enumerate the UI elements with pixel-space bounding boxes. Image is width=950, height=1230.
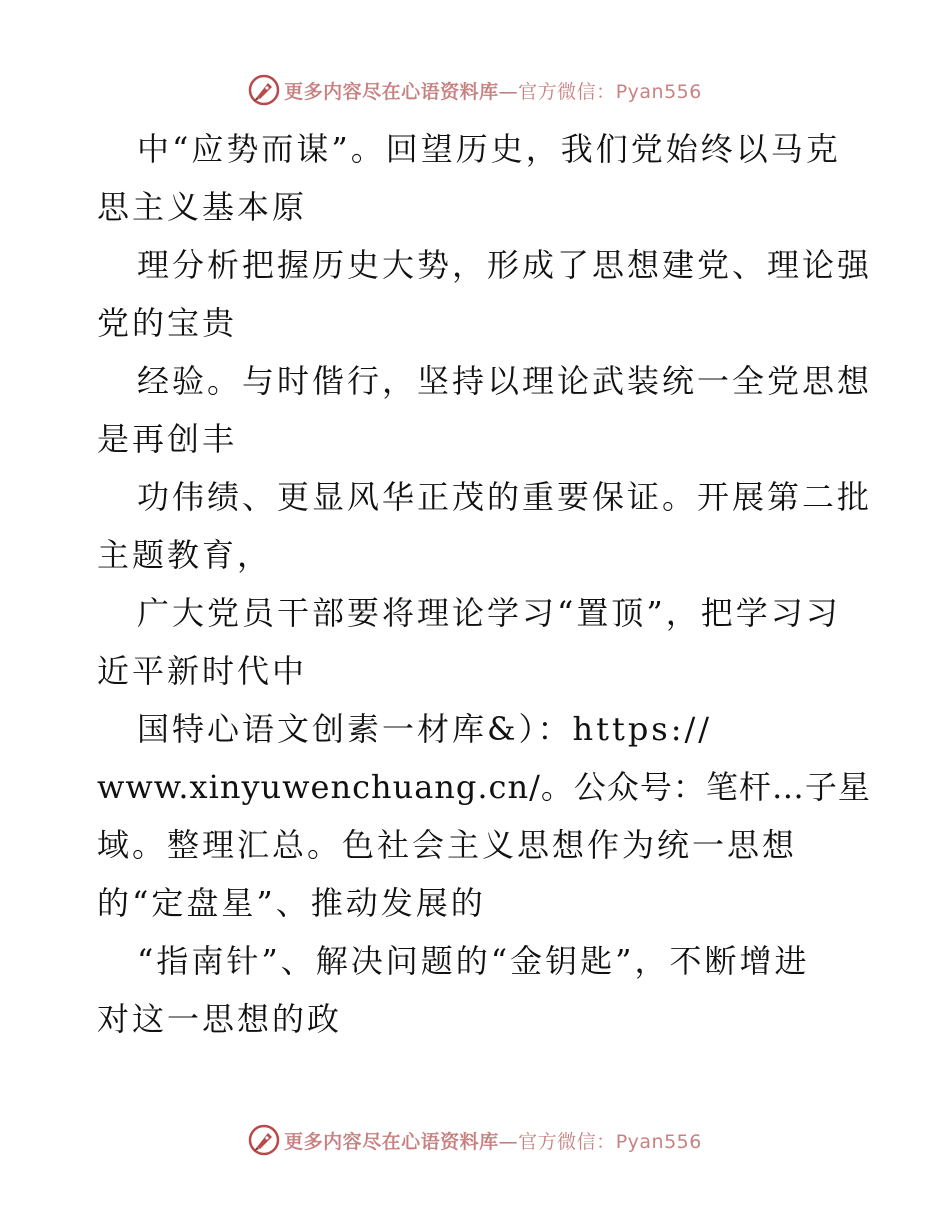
text-line: 理分析把握历史大势，形成了思想建党、理论强 [137,246,873,284]
footer-wechat-id: Pyan556 [615,1130,702,1153]
header-wechat-label: 官方微信： [518,80,616,103]
text-line: 中“应势而谋”。回望历史，我们党始终以马克 [137,130,841,168]
pen-nib-logo-icon [248,74,280,106]
header-banner [0,70,950,110]
text-line: 主题教育， [97,536,273,574]
text-line-url: www.xinyuwenchuang.cn/。公众号：笔杆…子星 [97,768,871,806]
text-line: 是再创丰 [97,420,238,458]
header-separator: — [498,80,519,103]
text-line: 思主义基本原 [97,188,308,226]
header-wechat-id: Pyan556 [615,80,702,103]
footer-separator: — [498,1130,519,1153]
footer-banner-text [284,1127,702,1154]
text-line: 功伟绩、更显风华正茂的重要保证。开展第二批 [137,478,873,516]
text-line: 广大党员干部要将理论学习“置顶”，把学习习 [137,594,841,632]
text-line: 国特心语文创素一材库&）：https:// [137,710,713,748]
text-line: 经验。与时偕行，坚持以理论武装统一全党思想 [137,362,873,400]
text-line: 域。整理汇总。色社会主义思想作为统一思想 [97,826,798,864]
text-line: 对这一思想的政 [97,1000,343,1038]
text-line: 近平新时代中 [97,652,308,690]
pen-nib-logo-icon [248,1124,280,1156]
text-line: 党的宝贵 [97,304,238,342]
text-line: 的“定盘星”、推动发展的 [97,884,486,922]
header-brand: 更多内容尽在心语资料库 [284,80,499,103]
header-banner-text [284,77,702,104]
document-body [97,120,873,1048]
footer-brand: 更多内容尽在心语资料库 [284,1130,499,1153]
footer-banner [0,1120,950,1160]
text-line: “指南针”、解决问题的“金钥匙”，不断增进 [137,942,810,980]
footer-wechat-label: 官方微信： [518,1130,616,1153]
